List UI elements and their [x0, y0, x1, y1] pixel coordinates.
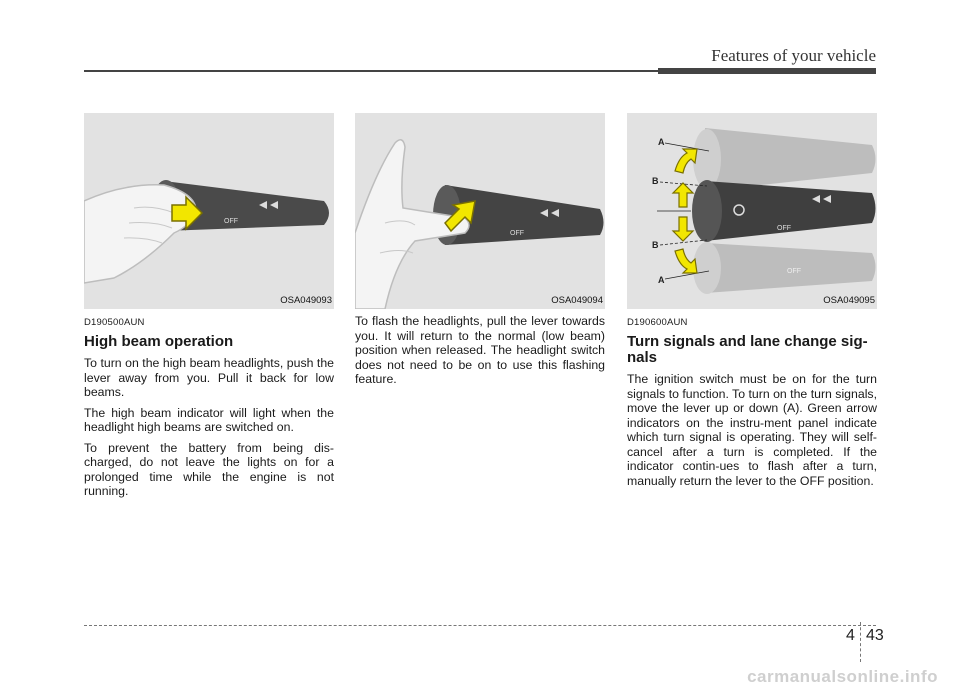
ref-code: D190500AUN — [84, 317, 145, 328]
label-a-top: A — [658, 137, 665, 147]
footer-rule — [84, 625, 876, 626]
paragraph: To flash the headlights, pull the lever towards you. It will return to the normal (low beam) position when released. The headlight switch does not need to be on to use this flashing feature. — [355, 314, 605, 386]
svg-text:OFF: OFF — [787, 268, 801, 275]
page-number: 43 — [866, 627, 884, 644]
down-arrow-icon — [673, 217, 693, 241]
off-label: OFF — [224, 218, 238, 225]
label-b-bottom: B — [652, 240, 659, 250]
ref-code: D190600AUN — [627, 317, 688, 328]
figure-code: OSA049095 — [823, 295, 875, 306]
section-title: Features of your vehicle — [711, 46, 876, 65]
up-arrow-icon — [673, 183, 693, 207]
figure-high-beam — [84, 113, 334, 309]
middle-column — [355, 113, 605, 387]
label-a-bottom: A — [658, 275, 665, 285]
figure-flash — [355, 113, 605, 309]
label-b-top: B — [652, 176, 659, 186]
right-column — [627, 113, 877, 488]
paragraph: The ignition switch must be on for the turn signals to function. To turn on the turn signals, move the lever up or down (A). Green arrow indicators on the instru-ment panel indicate which turn signal is operating. They will self-cancel after a turn is completed. If the indicator contin-ues to flash after a turn, manually return the lever to the OFF position. — [627, 372, 877, 488]
paragraph: The high beam indicator will light when the headlight high beams are switched on. — [84, 405, 334, 434]
header-rule-accent — [658, 68, 876, 74]
paragraph: To prevent the battery from being dis-charged, do not leave the lights on for a prolonged time while the engine is not running. — [84, 440, 334, 498]
svg-text:OFF: OFF — [777, 225, 791, 232]
down-curved-arrow-icon — [675, 249, 697, 273]
heading-turn-signals: Turn signals and lane change sig-nals — [627, 333, 868, 366]
figure-code: OSA049093 — [280, 295, 332, 306]
left-column — [84, 113, 334, 499]
svg-text:OFF: OFF — [510, 230, 524, 237]
paragraph: To turn on the high beam headlights, push the lever away from you. Pull it back for low beams. — [84, 356, 334, 399]
page-divider — [860, 622, 861, 662]
chapter-number: 4 — [846, 627, 855, 644]
figure-turn-signal — [627, 113, 877, 309]
heading-high-beam: High beam operation — [84, 333, 234, 350]
watermark: carmanualsonline.info — [747, 667, 938, 686]
up-curved-arrow-icon — [675, 149, 697, 173]
figure-code: OSA049094 — [551, 295, 603, 306]
